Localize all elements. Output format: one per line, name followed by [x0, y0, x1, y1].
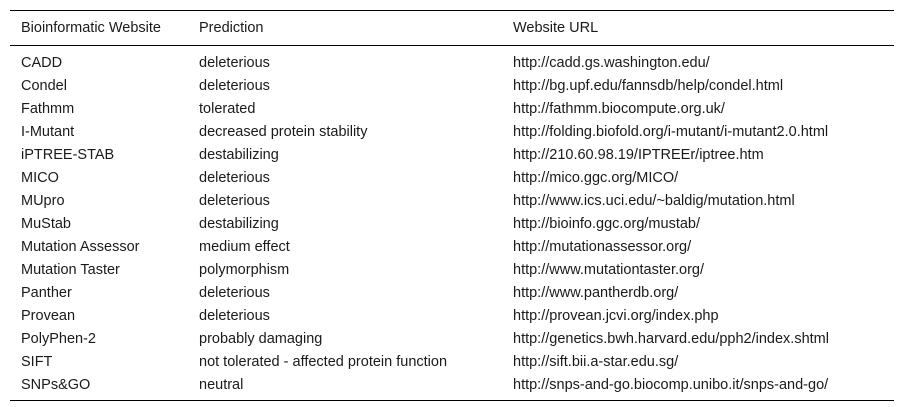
table-body — [10, 46, 894, 401]
cell-website: MICO — [21, 169, 59, 186]
cell-url: http://sift.bii.a-star.edu.sg/ — [513, 353, 679, 370]
cell-url: http://bioinfo.ggc.org/mustab/ — [513, 215, 700, 232]
table-row — [10, 166, 894, 189]
cell-url: http://folding.biofold.org/i-mutant/i-mutant2.0.html — [513, 123, 829, 140]
cell-website: Panther — [21, 284, 72, 301]
cell-url: http://provean.jcvi.org/index.php — [513, 307, 719, 324]
cell-prediction: not tolerated - affected protein function — [199, 353, 448, 370]
cell-url: http://www.pantherdb.org/ — [513, 284, 679, 301]
cell-url: http://fathmm.biocompute.org.uk/ — [513, 100, 725, 117]
header-row — [10, 11, 894, 46]
table-row — [10, 97, 894, 120]
table-row — [10, 212, 894, 235]
cell-prediction: destabilizing — [199, 215, 279, 232]
cell-website: CADD — [21, 54, 63, 71]
cell-website: Fathmm — [21, 100, 75, 117]
table-row — [10, 120, 894, 143]
table-row — [10, 189, 894, 212]
cell-prediction: deleterious — [199, 192, 270, 209]
cell-prediction: destabilizing — [199, 146, 279, 163]
prediction-table-container — [10, 10, 894, 401]
cell-prediction: decreased protein stability — [199, 123, 368, 140]
cell-website: PolyPhen-2 — [21, 330, 96, 347]
cell-prediction: polymorphism — [199, 261, 290, 278]
table-row — [10, 235, 894, 258]
cell-prediction: tolerated — [199, 100, 256, 117]
table-row — [10, 74, 894, 97]
table-row — [10, 327, 894, 350]
cell-prediction: deleterious — [199, 307, 270, 324]
cell-url: http://210.60.98.19/IPTREEr/iptree.htm — [513, 146, 764, 163]
table-row — [10, 258, 894, 281]
table-row — [10, 304, 894, 327]
cell-website: SNPs&GO — [21, 376, 91, 393]
cell-website: iPTREE-STAB — [21, 146, 115, 163]
table-header — [10, 11, 894, 46]
cell-prediction: medium effect — [199, 238, 290, 255]
cell-url: http://www.ics.uci.edu/~baldig/mutation.html — [513, 192, 795, 209]
cell-website: Mutation Assessor — [21, 238, 140, 255]
cell-url: http://cadd.gs.washington.edu/ — [513, 54, 710, 71]
cell-website: MuStab — [21, 215, 71, 232]
table-row — [10, 143, 894, 166]
cell-website: I-Mutant — [21, 123, 75, 140]
cell-website: Provean — [21, 307, 76, 324]
cell-website: SIFT — [21, 353, 53, 370]
cell-url: http://mutationassessor.org/ — [513, 238, 692, 255]
cell-prediction: probably damaging — [199, 330, 323, 347]
cell-url: http://mico.ggc.org/MICO/ — [513, 169, 679, 186]
cell-prediction: deleterious — [199, 77, 270, 94]
cell-url: http://genetics.bwh.harvard.edu/pph2/index.shtml — [513, 330, 829, 347]
header-website-url: Website URL — [513, 20, 599, 36]
cell-prediction: deleterious — [199, 54, 270, 71]
cell-website: Condel — [21, 77, 67, 94]
cell-website: Mutation Taster — [21, 261, 120, 278]
cell-prediction: deleterious — [199, 284, 270, 301]
cell-website: MUpro — [21, 192, 65, 209]
cell-url: http://bg.upf.edu/fannsdb/help/condel.html — [513, 77, 784, 94]
header-prediction: Prediction — [199, 20, 264, 36]
table-row — [10, 373, 894, 401]
prediction-table — [10, 10, 894, 401]
cell-prediction: deleterious — [199, 169, 270, 186]
cell-prediction: neutral — [199, 376, 244, 393]
header-bioinformatic-website: Bioinformatic Website — [21, 20, 161, 36]
cell-url: http://www.mutationtaster.org/ — [513, 261, 705, 278]
table-row — [10, 350, 894, 373]
cell-url: http://snps-and-go.biocomp.unibo.it/snps-and-go/ — [513, 376, 829, 393]
table-row — [10, 46, 894, 75]
table-row — [10, 281, 894, 304]
